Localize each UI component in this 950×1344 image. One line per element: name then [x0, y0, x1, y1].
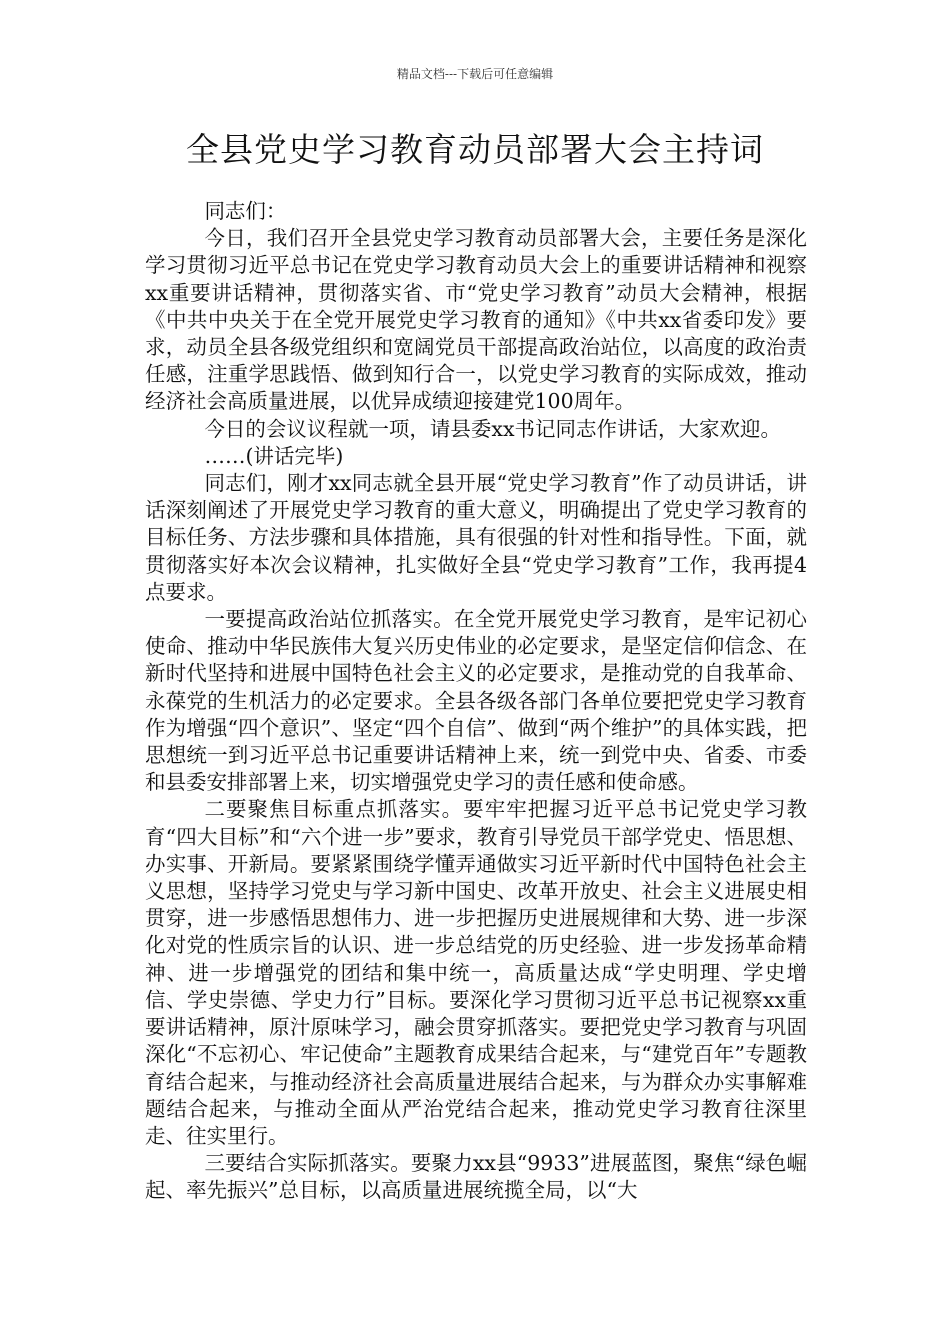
body-paragraph: 三要结合实际抓落实。要聚力xx县“9933”进展蓝图，聚焦“绿色崛起、率先振兴”总目标，以高质量进展统揽全局，以“大 — [145, 1151, 807, 1203]
body-paragraph: 今日，我们召开全县党史学习教育动员部署大会，主要任务是深化学习贯彻习近平总书记在党史学习教育动员大会上的重要讲话精神和视察xx重要讲话精神，贯彻落实省、市“党史学习教育”动员大会精神，根据《中共中央关于在全党开展党史学习教育的通知》《中共xx省委印发》要求，动员全县各级党组织和宽阔党员干部提高政治站位，以高度的政治责任感，注重学思践悟、做到知行合一，以党史学习教育的实际成效，推动经济社会高质量进展，以优异成绩迎接建党100周年。 — [145, 226, 807, 414]
document-body — [145, 198, 807, 1205]
body-paragraph: 同志们，刚才xx同志就全县开展“党史学习教育”作了动员讲话，讲话深刻阐述了开展党史学习教育的重大意义，明确提出了党史学习教育的目标任务、方法步骤和具体措施，具有很强的针对性和指导性。下面，就贯彻落实好本次会议精神，扎实做好全县“党史学习教育”工作，我再提4点要求。 — [145, 471, 807, 604]
page-header: 精品文档---下载后可任意编辑 — [396, 67, 554, 81]
body-paragraph: ……(讲话完毕) — [204, 443, 344, 468]
body-paragraph: 今日的会议议程就一项，请县委xx书记同志作讲话，大家欢迎。 — [204, 416, 782, 441]
body-paragraph: 一要提高政治站位抓落实。在全党开展党史学习教育，是牢记初心使命、推动中华民族伟大复兴历史伟业的必定要求，是坚定信仰信念、在新时代坚持和进展中国特色社会主义的必定要求，是推动党的自我革命、永葆党的生机活力的必定要求。全县各级各部门各单位要把党史学习教育作为增强“四个意识”、坚定“四个自信”、做到“两个维护”的具体实践，把思想统一到习近平总书记重要讲话精神上来，统一到党中央、省委、市委和县委安排部署上来，切实增强党史学习的责任感和使命感。 — [145, 607, 807, 795]
body-paragraph: 二要聚焦目标重点抓落实。要牢牢把握习近平总书记党史学习教育“四大目标”和“六个进一步”要求，教育引导党员干部学党史、悟思想、办实事、开新局。要紧紧围绕学懂弄通做实习近平新时代中国特色社会主义思想，坚持学习党史与学习新中国史、改革开放史、社会主义进展史相贯穿，进一步感悟思想伟力、进一步把握历史进展规律和大势、进一步深化对党的性质宗旨的认识、进一步总结党的历史经验、进一步发扬革命精神、进一步增强党的团结和集中统一，高质量达成“学史明理、学史增信、学史崇德、学史力行”目标。要深化学习贯彻习近平总书记视察xx重要讲话精神，原汁原味学习，融会贯穿抓落实。要把党史学习教育与巩固深化“不忘初心、牢记使命”主题教育成果结合起来，与“建党百年”专题教育结合起来，与推动经济社会高质量进展结合起来，与为群众办实事解难题结合起来，与推动全面从严治党结合起来，推动党史学习教育往深里走、往实里行。 — [145, 797, 807, 1148]
greeting-paragraph: 同志们： — [204, 199, 287, 223]
document-title: 全县党史学习教育动员部署大会主持词 — [186, 130, 764, 169]
